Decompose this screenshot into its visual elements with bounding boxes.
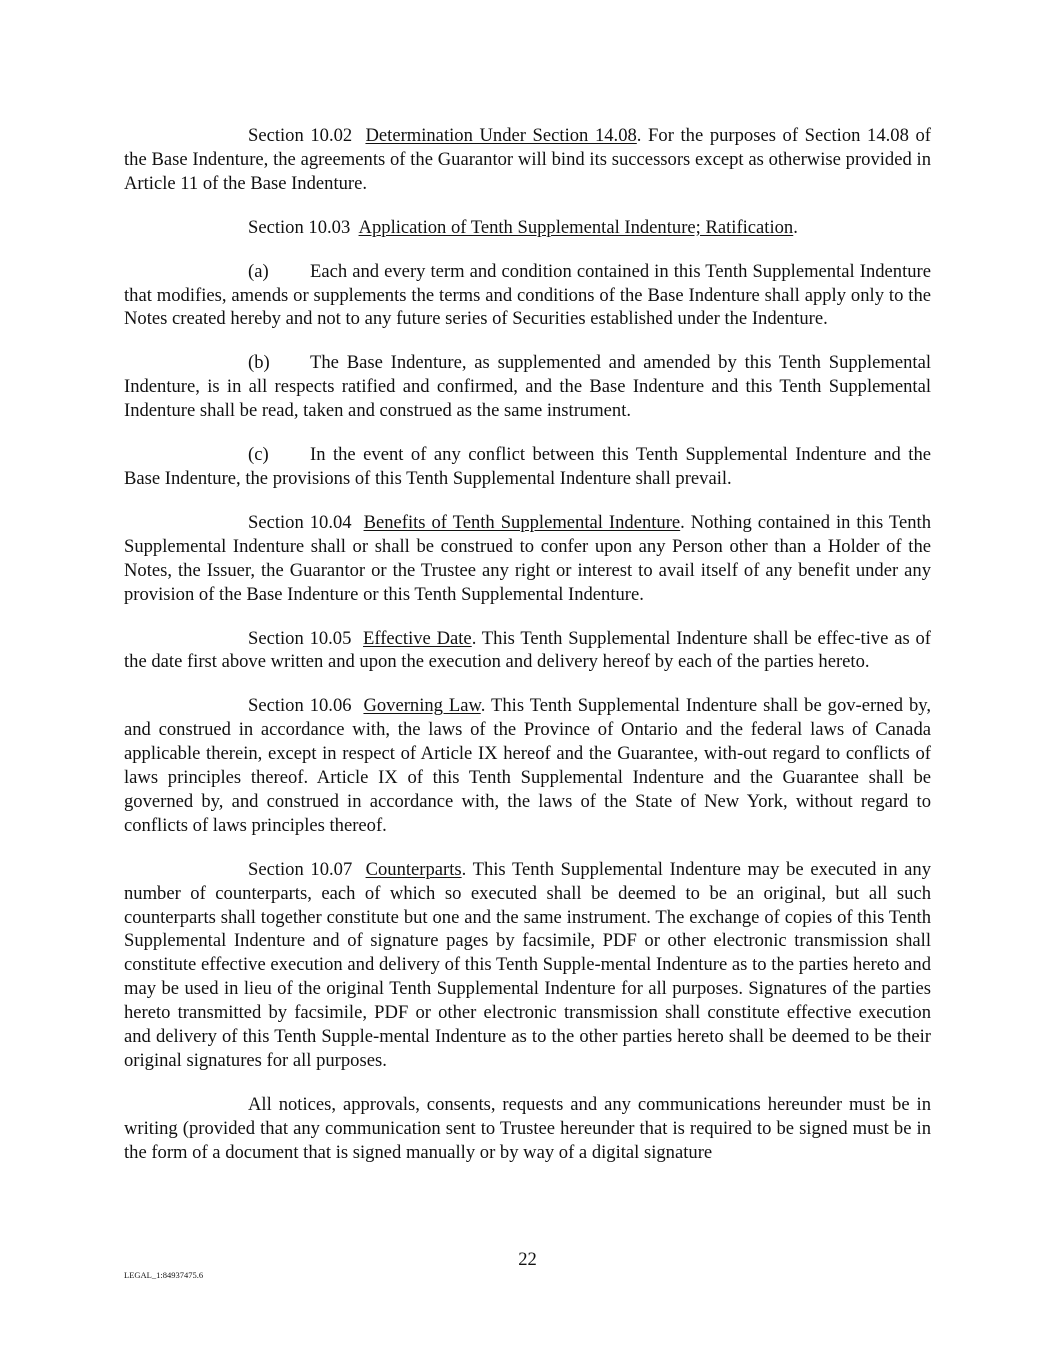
clause-body: Each and every term and condition contained in this Tenth Supplemental Indenture that modifies, amends or supplements the terms and conditions of the Base Indenture shall apply only to the Notes created hereby and not to any future series of Securities established under the Indenture. xyxy=(124,260,931,330)
section-heading: Section 10.04 xyxy=(248,511,352,533)
section-title: Determination Under Section 14.08 xyxy=(365,125,637,146)
section-heading: Section 10.06 xyxy=(248,695,352,717)
clause-body: In the event of any conflict between this Tenth Supplemental Indenture and the Base Indenture, the provisions of this Tenth Supplemental Indenture shall prevail. xyxy=(124,444,931,489)
clause-label: (a) xyxy=(248,260,269,282)
section-title: Counterparts xyxy=(365,858,462,880)
section-body: . This Tenth Supplemental Indenture shall be gov-erned by, and construed in accordance with, the laws of the Province of Ontario and the federal laws of Canada applicable therein, except in respect of Article IX hereof and the Guarantee, with-out regard to conflicts of laws principles thereof. Article IX of this Tenth Supplemental Indenture and the Guarantee shall be governed by, and construed in accordance with, the laws of the State of New York, without regard to conflicts of laws principles thereof. xyxy=(124,695,931,836)
section-heading: Section 10.02 xyxy=(248,125,353,146)
clause-body: The Base Indenture, as supplemented and amended by this Tenth Supplemental Indenture, is in all respects ratified and confirmed, and the Base Indenture and this Tenth Supplemental Indenture shall be read, taken and construed as the same instrument. xyxy=(124,352,931,422)
section-10-06 xyxy=(124,694,931,837)
section-10-02 xyxy=(124,124,931,196)
section-10-07 xyxy=(124,858,931,1073)
section-heading: Section 10.03 xyxy=(248,216,351,238)
page-number: 22 xyxy=(518,1249,537,1270)
clause-a xyxy=(124,260,931,332)
section-10-03 xyxy=(124,216,931,240)
section-body: . This Tenth Supplemental Indenture shall be effec-tive as of the date first above written and upon the execution and delivery hereof by each of the parties hereto. xyxy=(124,627,931,673)
section-body: . This Tenth Supplemental Indenture may be executed in any number of counterparts, each of which so executed shall be deemed to be an original, but all such counterparts shall together constitute but one and the same instrument. The exchange of copies of this Tenth Supplemental Indenture and of signature pages by facsimile, PDF or other electronic transmission shall constitute effective execution and delivery of this Tenth Supple-mental Indenture as to the parties hereto and may be used in lieu of the original Tenth Supplemental Indenture for all purposes. Signatures of the parties hereto transmitted by facsimile, PDF or other electronic transmission shall constitute effective execution and delivery of this Tenth Supple-mental Indenture as to the other parties hereto shall be deemed to be their original signatures for all purposes. xyxy=(124,858,932,1071)
section-heading: Section 10.07 xyxy=(248,858,353,880)
section-10-04 xyxy=(124,511,931,607)
clause-label: (b) xyxy=(248,352,270,374)
section-title: Benefits of Tenth Supplemental Indenture xyxy=(363,511,681,533)
section-heading: Section 10.05 xyxy=(248,627,352,649)
section-title: Effective Date xyxy=(363,627,472,649)
clause-b xyxy=(124,351,931,423)
section-title: Governing Law xyxy=(363,695,481,717)
clause-c xyxy=(124,443,931,491)
notices-paragraph xyxy=(124,1093,931,1165)
notices-text: All notices, approvals, consents, requests and any communications hereunder must be in writing (provided that any communication sent to Trustee hereunder that is required to be signed must be in the form of a document that is signed manually or by way of a digital signature xyxy=(124,1093,931,1163)
section-body: . Nothing contained in this Tenth Supplemental Indenture shall or shall be construed to confer upon any Person other than a Holder of the Notes, the Issuer, the Guarantor or the Trustee any right or interest to avail itself of any benefit under any provision of the Base Indenture or this Tenth Supplemental Indenture. xyxy=(124,511,932,605)
section-title: Application of Tenth Supplemental Indenture; Ratification xyxy=(358,216,794,238)
document-id-footer: LEGAL_1:84937475.6 xyxy=(124,1270,204,1280)
section-body: . xyxy=(793,216,798,238)
document-page xyxy=(124,124,931,1185)
section-10-05 xyxy=(124,627,931,675)
clause-label: (c) xyxy=(248,444,269,466)
section-body: . For the purposes of Section 14.08 of the Base Indenture, the agreements of the Guarantor will bind its successors except as otherwise provided in Article 11 of the Base Indenture. xyxy=(124,125,931,194)
